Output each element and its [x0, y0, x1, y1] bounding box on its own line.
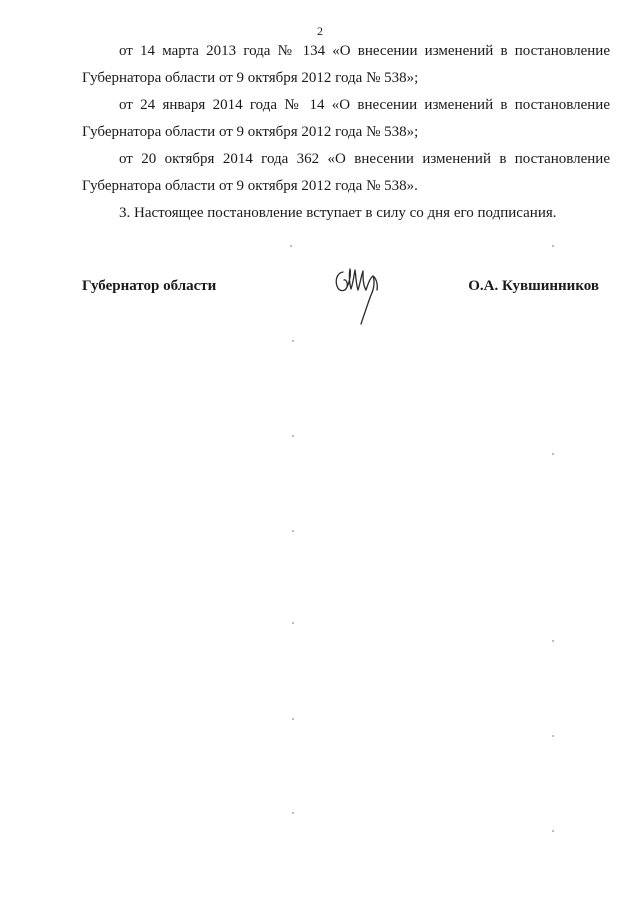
scan-speck [290, 245, 292, 247]
signer-name: О.А. Кувшинников [468, 278, 599, 294]
document-body [82, 38, 610, 227]
scan-speck [292, 435, 294, 437]
scan-speck [292, 718, 294, 720]
scan-speck [552, 453, 554, 455]
paragraph-amendment-2014-january: от 24 января 2014 года № 14 «О внесении изменений в постановление Губернатора области от 9 октября 2012 года № 538»; [82, 97, 610, 140]
scan-speck [552, 830, 554, 832]
scan-speck [292, 622, 294, 624]
scan-speck [292, 530, 294, 532]
page-number: 2 [317, 24, 323, 38]
scan-speck [552, 735, 554, 737]
handwritten-signature-icon [330, 262, 394, 334]
position-title: Губернатор области [82, 278, 217, 294]
scan-speck [552, 640, 554, 642]
paragraph-amendment-2014-october: от 20 октября 2014 года 362 «О внесении изменений в постановление Губернатора области от 9 октября 2012 года № 538». [82, 151, 610, 194]
scan-speck [292, 340, 294, 342]
paragraph-effective-date: 3. Настоящее постановление вступает в силу со дня его подписания. [119, 205, 557, 221]
scan-speck [292, 812, 294, 814]
scan-speck [552, 245, 554, 247]
paragraph-amendment-2013: от 14 марта 2013 года № 134 «О внесении изменений в постановление Губернатора области от 9 октября 2012 года № 538»; [82, 43, 610, 86]
